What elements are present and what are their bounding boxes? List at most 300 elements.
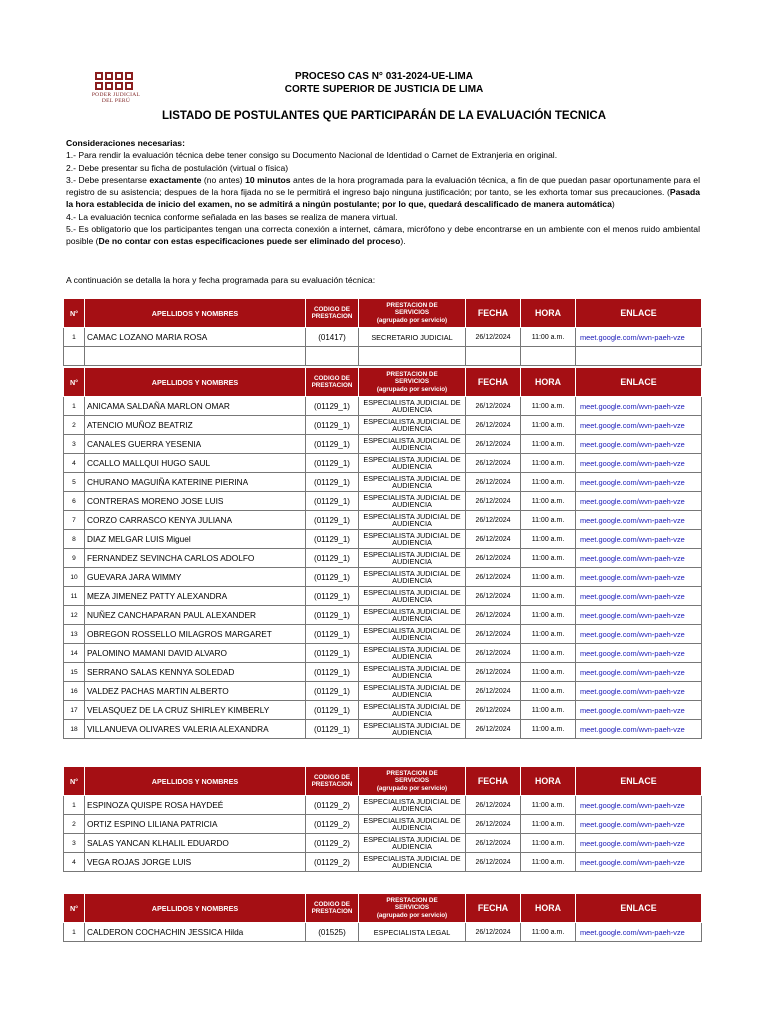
table-row <box>64 549 702 568</box>
postulant-name: VALDEZ PACHAS MARTIN ALBERTO <box>85 682 306 701</box>
service-code: (01129_2) <box>306 815 359 834</box>
service-name: ESPECIALISTA JUDICIAL DE AUDIENCIA <box>359 853 466 872</box>
service-name: ESPECIALISTA JUDICIAL DE AUDIENCIA <box>359 644 466 663</box>
service-name: ESPECIALISTA JUDICIAL DE AUDIENCIA <box>359 435 466 454</box>
row-number: 14 <box>64 644 85 663</box>
exam-date: 26/12/2024 <box>466 587 521 606</box>
service-code: (01129_2) <box>306 853 359 872</box>
col-header-num <box>64 299 85 328</box>
header-text: CODIGO DE <box>313 374 351 382</box>
table-row <box>64 853 702 872</box>
exam-time: 11:00 a.m. <box>521 815 576 834</box>
postulant-name: FERNANDEZ SEVINCHA CARLOS ADOLFO <box>85 549 306 568</box>
service-name: ESPECIALISTA JUDICIAL DE AUDIENCIA <box>359 587 466 606</box>
col-header-link <box>576 767 702 796</box>
col-header-num <box>64 894 85 923</box>
postulant-name: ANICAMA SALDAÑA MARLON OMAR <box>85 397 306 416</box>
consideration-item-3 <box>66 174 700 211</box>
header-text: PRESTACION DE <box>386 769 438 777</box>
exam-time: 11:00 a.m. <box>521 663 576 682</box>
exam-time: 11:00 a.m. <box>521 853 576 872</box>
exam-time: 11:00 a.m. <box>521 682 576 701</box>
service-name: ESPECIALISTA JUDICIAL DE AUDIENCIA <box>359 682 466 701</box>
header-text: PRESTACION DE <box>386 301 438 309</box>
exam-date: 26/12/2024 <box>466 834 521 853</box>
table-row <box>64 568 702 587</box>
service-code: (01129_1) <box>306 568 359 587</box>
exam-date: 26/12/2024 <box>466 606 521 625</box>
meeting-link[interactable]: meet.google.com/wvn-paeh-vze <box>576 473 702 492</box>
service-code: (01129_1) <box>306 473 359 492</box>
meeting-link[interactable]: meet.google.com/wvn-paeh-vze <box>576 701 702 720</box>
postulant-name: ATENCIO MUÑOZ BEATRIZ <box>85 416 306 435</box>
postulant-name: NUÑEZ CANCHAPARAN PAUL ALEXANDER <box>85 606 306 625</box>
service-code: (01129_2) <box>306 796 359 815</box>
header-text: N° <box>69 377 79 387</box>
text-bold: 10 minutos <box>245 174 291 185</box>
row-number: 11 <box>64 587 85 606</box>
postulant-name: ORTIZ ESPINO LILIANA PATRICIA <box>85 815 306 834</box>
table-row <box>64 416 702 435</box>
meeting-link[interactable]: meet.google.com/wvn-paeh-vze <box>576 435 702 454</box>
header-text: PRESTACION <box>311 313 353 320</box>
col-header-link <box>576 894 702 923</box>
postulants-table <box>63 298 702 366</box>
col-header-time <box>521 368 576 397</box>
service-code: (01129_1) <box>306 397 359 416</box>
header-text: N° <box>69 308 79 318</box>
row-number: 13 <box>64 625 85 644</box>
empty-cell <box>359 347 466 366</box>
table-row <box>64 492 702 511</box>
intro-text: A continuación se detalla la hora y fecha programada para su evaluación técnica: <box>66 275 376 285</box>
exam-date: 26/12/2024 <box>466 815 521 834</box>
postulant-name: VILLANUEVA OLIVARES VALERIA ALEXANDRA <box>85 720 306 739</box>
col-header-name <box>85 299 306 328</box>
row-number: 3 <box>64 435 85 454</box>
meeting-link[interactable]: meet.google.com/wvn-paeh-vze <box>576 682 702 701</box>
exam-time: 11:00 a.m. <box>521 923 576 942</box>
header-text: (agrupado por servicio) <box>376 385 448 393</box>
meeting-link[interactable]: meet.google.com/wvn-paeh-vze <box>576 644 702 663</box>
row-number: 8 <box>64 530 85 549</box>
row-number: 18 <box>64 720 85 739</box>
exam-time: 11:00 a.m. <box>521 549 576 568</box>
table-row <box>64 473 702 492</box>
service-code: (01129_1) <box>306 492 359 511</box>
meeting-link[interactable]: meet.google.com/wvn-paeh-vze <box>576 549 702 568</box>
meeting-link[interactable]: meet.google.com/wvn-paeh-vze <box>576 815 702 834</box>
meeting-link[interactable]: meet.google.com/wvn-paeh-vze <box>576 328 702 347</box>
table-row <box>64 435 702 454</box>
service-code: (01129_1) <box>306 530 359 549</box>
exam-time: 11:00 a.m. <box>521 834 576 853</box>
service-code: (01417) <box>306 328 359 347</box>
table-row <box>64 511 702 530</box>
table-row <box>64 328 702 347</box>
table-row <box>64 587 702 606</box>
service-name: ESPECIALISTA JUDICIAL DE AUDIENCIA <box>359 606 466 625</box>
postulant-name: CAMAC LOZANO MARIA ROSA <box>85 328 306 347</box>
document-header <box>0 70 768 96</box>
header-text: ENLACE <box>620 776 657 786</box>
exam-date: 26/12/2024 <box>466 682 521 701</box>
row-number: 6 <box>64 492 85 511</box>
table-row <box>64 644 702 663</box>
consideration-item-2: 2.- Debe presentar su ficha de postulación (virtual o física) <box>66 162 289 173</box>
col-header-time <box>521 299 576 328</box>
text: antes de la hora programada para la evaluación técnica, a fin de que puedan pasar oportunamente para el registro de su asistencia; despues de la hora fijada no se le permitirá el ingreso bajo ninguna justificación; por tanto, se les exhorta tomar sus precauciones. ( <box>66 174 700 198</box>
service-code: (01129_1) <box>306 682 359 701</box>
row-number: 5 <box>64 473 85 492</box>
table-header-row <box>64 767 702 796</box>
table-header-row <box>64 299 702 328</box>
header-text: FECHA <box>477 903 509 913</box>
meeting-link[interactable]: meet.google.com/wvn-paeh-vze <box>576 834 702 853</box>
meeting-link[interactable]: meet.google.com/wvn-paeh-vze <box>576 568 702 587</box>
header-text: SERVICIOS <box>394 309 430 317</box>
postulant-name: MEZA JIMENEZ PATTY ALEXANDRA <box>85 587 306 606</box>
meeting-link[interactable]: meet.google.com/wvn-paeh-vze <box>576 720 702 739</box>
exam-time: 11:00 a.m. <box>521 606 576 625</box>
meeting-link[interactable]: meet.google.com/wvn-paeh-vze <box>576 587 702 606</box>
col-header-num <box>64 767 85 796</box>
meeting-link[interactable]: meet.google.com/wvn-paeh-vze <box>576 796 702 815</box>
text-bold: Pasada la hora establecida de inicio del examen, no se admitirá a ningún postulante; por lo que, quedará descalificado de manera automática <box>66 187 700 210</box>
exam-date: 26/12/2024 <box>466 853 521 872</box>
col-header-time <box>521 767 576 796</box>
exam-date: 26/12/2024 <box>466 397 521 416</box>
consideration-item-4: 4.- La evaluación tecnica conforme señalada en las bases se realiza de manera virtual. <box>66 211 398 222</box>
exam-time: 11:00 a.m. <box>521 473 576 492</box>
postulants-table <box>63 766 702 872</box>
header-text: SERVICIOS <box>394 904 430 912</box>
meeting-link[interactable]: meet.google.com/wvn-paeh-vze <box>576 606 702 625</box>
postulant-name: CALDERON COCHACHIN JESSICA Hilda <box>85 923 306 942</box>
col-header-name <box>85 894 306 923</box>
service-code: (01129_1) <box>306 454 359 473</box>
exam-date: 26/12/2024 <box>466 328 521 347</box>
postulant-name: GUEVARA JARA WIMMY <box>85 568 306 587</box>
meeting-link[interactable]: meet.google.com/wvn-paeh-vze <box>576 511 702 530</box>
exam-time: 11:00 a.m. <box>521 720 576 739</box>
row-number: 4 <box>64 454 85 473</box>
postulant-name: CORZO CARRASCO KENYA JULIANA <box>85 511 306 530</box>
col-header-service <box>359 299 466 328</box>
header-text: PRESTACION DE <box>386 896 438 904</box>
header-text: CODIGO DE <box>313 305 351 313</box>
table-row <box>64 606 702 625</box>
postulant-name: CHURANO MAGUIÑA KATERINE PIERINA <box>85 473 306 492</box>
empty-cell <box>521 347 576 366</box>
header-text: N° <box>69 903 79 913</box>
service-code: (01129_2) <box>306 834 359 853</box>
header-text: HORA <box>535 903 561 913</box>
exam-date: 26/12/2024 <box>466 701 521 720</box>
service-code: (01129_1) <box>306 663 359 682</box>
text: 3.- Debe presentarse <box>66 174 150 185</box>
empty-row <box>64 347 702 366</box>
col-header-date <box>466 894 521 923</box>
table-row <box>64 625 702 644</box>
row-number: 12 <box>64 606 85 625</box>
exam-time: 11:00 a.m. <box>521 625 576 644</box>
service-name: ESPECIALISTA LEGAL <box>359 923 466 942</box>
header-text: N° <box>69 776 79 786</box>
service-code: (01129_1) <box>306 644 359 663</box>
row-number: 7 <box>64 511 85 530</box>
service-name: ESPECIALISTA JUDICIAL DE AUDIENCIA <box>359 511 466 530</box>
exam-date: 26/12/2024 <box>466 435 521 454</box>
header-text: ENLACE <box>620 903 657 913</box>
exam-time: 11:00 a.m. <box>521 701 576 720</box>
exam-date: 26/12/2024 <box>466 663 521 682</box>
service-name: ESPECIALISTA JUDICIAL DE AUDIENCIA <box>359 549 466 568</box>
row-number: 1 <box>64 796 85 815</box>
service-code: (01129_1) <box>306 435 359 454</box>
table-row <box>64 454 702 473</box>
col-header-service <box>359 894 466 923</box>
logo-subtext: DEL PERÚ <box>101 98 131 104</box>
row-number: 15 <box>64 663 85 682</box>
meeting-link[interactable]: meet.google.com/wvn-paeh-vze <box>576 416 702 435</box>
empty-cell <box>85 347 306 366</box>
exam-date: 26/12/2024 <box>466 549 521 568</box>
postulant-name: OBREGON ROSSELLO MILAGROS MARGARET <box>85 625 306 644</box>
postulant-name: PALOMINO MAMANI DAVID ALVARO <box>85 644 306 663</box>
table-row <box>64 796 702 815</box>
header-text: (agrupado por servicio) <box>376 316 448 324</box>
postulant-name: VELASQUEZ DE LA CRUZ SHIRLEY KIMBERLY <box>85 701 306 720</box>
postulant-name: CCALLO MALLQUI HUGO SAUL <box>85 454 306 473</box>
exam-time: 11:00 a.m. <box>521 435 576 454</box>
meeting-link[interactable]: meet.google.com/wvn-paeh-vze <box>576 663 702 682</box>
header-text: FECHA <box>477 776 509 786</box>
document-title: LISTADO DE POSTULANTES QUE PARTICIPARÁN DE LA EVALUACIÓN TECNICA <box>161 110 607 122</box>
meeting-link[interactable]: meet.google.com/wvn-paeh-vze <box>576 923 702 942</box>
row-number: 2 <box>64 416 85 435</box>
empty-cell <box>306 347 359 366</box>
exam-date: 26/12/2024 <box>466 530 521 549</box>
header-text: APELLIDOS Y NOMBRES <box>151 308 239 318</box>
service-name: ESPECIALISTA JUDICIAL DE AUDIENCIA <box>359 815 466 834</box>
header-text: SERVICIOS <box>394 378 430 386</box>
postulant-name: CONTRERAS MORENO JOSE LUIS <box>85 492 306 511</box>
table-row <box>64 923 702 942</box>
header-text: FECHA <box>477 377 509 387</box>
table-row <box>64 720 702 739</box>
col-header-code <box>306 767 359 796</box>
exam-date: 26/12/2024 <box>466 720 521 739</box>
empty-cell <box>576 347 702 366</box>
table-row <box>64 815 702 834</box>
col-header-date <box>466 299 521 328</box>
exam-date: 26/12/2024 <box>466 644 521 663</box>
col-header-name <box>85 368 306 397</box>
table-row <box>64 682 702 701</box>
considerations-title: Consideraciones necesarias: <box>66 138 185 148</box>
text: 5.- Es obligatorio que los participantes tengan una correcta conexión a internet, cámara, micrófono y debe encontrarse en un ambiente con el menos ruido ambiental posible ( <box>66 224 700 247</box>
text: (no antes) <box>201 174 246 185</box>
exam-time: 11:00 a.m. <box>521 416 576 435</box>
meeting-link[interactable]: meet.google.com/wvn-paeh-vze <box>576 492 702 511</box>
postulant-name: ESPINOZA QUISPE ROSA HAYDEÉ <box>85 796 306 815</box>
col-header-code <box>306 894 359 923</box>
service-code: (01129_1) <box>306 511 359 530</box>
text: ). <box>400 236 406 247</box>
exam-date: 26/12/2024 <box>466 416 521 435</box>
header-text: APELLIDOS Y NOMBRES <box>151 776 239 786</box>
exam-date: 26/12/2024 <box>466 923 521 942</box>
service-name: ESPECIALISTA JUDICIAL DE AUDIENCIA <box>359 530 466 549</box>
service-name: ESPECIALISTA JUDICIAL DE AUDIENCIA <box>359 397 466 416</box>
meeting-link[interactable]: meet.google.com/wvn-paeh-vze <box>576 454 702 473</box>
service-name: ESPECIALISTA JUDICIAL DE AUDIENCIA <box>359 568 466 587</box>
service-name: ESPECIALISTA JUDICIAL DE AUDIENCIA <box>359 473 466 492</box>
row-number: 1 <box>64 328 85 347</box>
service-name: ESPECIALISTA JUDICIAL DE AUDIENCIA <box>359 834 466 853</box>
header-text: APELLIDOS Y NOMBRES <box>151 903 239 913</box>
considerations-block <box>66 137 700 248</box>
text-bold: exactamente <box>149 174 202 185</box>
col-header-service <box>359 767 466 796</box>
empty-cell <box>64 347 85 366</box>
table-row <box>64 663 702 682</box>
service-name: ESPECIALISTA JUDICIAL DE AUDIENCIA <box>359 663 466 682</box>
text: ) <box>611 199 615 210</box>
court-name: CORTE SUPERIOR DE JUSTICIA DE LIMA <box>284 84 484 95</box>
exam-date: 26/12/2024 <box>466 473 521 492</box>
meeting-link[interactable]: meet.google.com/wvn-paeh-vze <box>576 397 702 416</box>
exam-time: 11:00 a.m. <box>521 328 576 347</box>
service-name: ESPECIALISTA JUDICIAL DE AUDIENCIA <box>359 416 466 435</box>
postulant-name: SERRANO SALAS KENNYA SOLEDAD <box>85 663 306 682</box>
table-row <box>64 701 702 720</box>
consideration-item-5 <box>66 223 700 248</box>
col-header-date <box>466 767 521 796</box>
header-text: HORA <box>535 776 561 786</box>
header-text: ENLACE <box>620 308 657 318</box>
header-text: PRESTACION <box>311 908 353 915</box>
service-code: (01129_1) <box>306 606 359 625</box>
table-header-row <box>64 894 702 923</box>
exam-date: 26/12/2024 <box>466 454 521 473</box>
row-number: 4 <box>64 853 85 872</box>
exam-time: 11:00 a.m. <box>521 530 576 549</box>
exam-time: 11:00 a.m. <box>521 644 576 663</box>
table-row <box>64 530 702 549</box>
row-number: 2 <box>64 815 85 834</box>
logo-text: PODER JUDICIAL <box>91 92 141 98</box>
meeting-link[interactable]: meet.google.com/wvn-paeh-vze <box>576 625 702 644</box>
exam-time: 11:00 a.m. <box>521 397 576 416</box>
process-number: PROCESO CAS N° 031-2024-UE-LIMA <box>295 71 473 82</box>
col-header-code <box>306 368 359 397</box>
row-number: 16 <box>64 682 85 701</box>
header-text: APELLIDOS Y NOMBRES <box>151 377 239 387</box>
exam-time: 11:00 a.m. <box>521 454 576 473</box>
exam-date: 26/12/2024 <box>466 492 521 511</box>
empty-cell <box>466 347 521 366</box>
postulant-name: CANALES GUERRA YESENIA <box>85 435 306 454</box>
service-code: (01129_1) <box>306 720 359 739</box>
consideration-item-1: 1.- Para rendir la evaluación técnica debe tener consigo su Documento Nacional de Identidad o Carnet de Extranjeria en original. <box>66 150 558 161</box>
service-code: (01129_1) <box>306 701 359 720</box>
row-number: 17 <box>64 701 85 720</box>
postulants-table <box>63 367 702 739</box>
table-row <box>64 397 702 416</box>
exam-time: 11:00 a.m. <box>521 511 576 530</box>
col-header-code <box>306 299 359 328</box>
header-text: FECHA <box>477 308 509 318</box>
exam-date: 26/12/2024 <box>466 625 521 644</box>
service-code: (01129_1) <box>306 549 359 568</box>
header-text: CODIGO DE <box>313 900 351 908</box>
exam-time: 11:00 a.m. <box>521 492 576 511</box>
service-name: SECRETARIO JUDICIAL <box>359 328 466 347</box>
service-name: ESPECIALISTA JUDICIAL DE AUDIENCIA <box>359 454 466 473</box>
row-number: 10 <box>64 568 85 587</box>
postulant-name: DIAZ MELGAR LUIS Miguel <box>85 530 306 549</box>
header-text: HORA <box>535 308 561 318</box>
text-bold: De no contar con estas especificaciones puede ser eliminado del proceso <box>98 236 401 247</box>
row-number: 1 <box>64 923 85 942</box>
service-name: ESPECIALISTA JUDICIAL DE AUDIENCIA <box>359 625 466 644</box>
header-text: PRESTACION <box>311 781 353 788</box>
exam-date: 26/12/2024 <box>466 511 521 530</box>
exam-time: 11:00 a.m. <box>521 796 576 815</box>
service-code: (01129_1) <box>306 416 359 435</box>
row-number: 1 <box>64 397 85 416</box>
service-name: ESPECIALISTA JUDICIAL DE AUDIENCIA <box>359 701 466 720</box>
col-header-name <box>85 767 306 796</box>
exam-time: 11:00 a.m. <box>521 587 576 606</box>
service-name: ESPECIALISTA JUDICIAL DE AUDIENCIA <box>359 796 466 815</box>
table-row <box>64 834 702 853</box>
row-number: 3 <box>64 834 85 853</box>
header-text: (agrupado por servicio) <box>376 911 448 919</box>
postulant-name: VEGA ROJAS JORGE LUIS <box>85 853 306 872</box>
postulants-table <box>63 893 702 942</box>
header-text: PRESTACION <box>311 382 353 389</box>
table-header-row <box>64 368 702 397</box>
service-name: ESPECIALISTA JUDICIAL DE AUDIENCIA <box>359 492 466 511</box>
meeting-link[interactable]: meet.google.com/wvn-paeh-vze <box>576 530 702 549</box>
exam-date: 26/12/2024 <box>466 568 521 587</box>
col-header-service <box>359 368 466 397</box>
service-name: ESPECIALISTA JUDICIAL DE AUDIENCIA <box>359 720 466 739</box>
meeting-link[interactable]: meet.google.com/wvn-paeh-vze <box>576 853 702 872</box>
col-header-time <box>521 894 576 923</box>
header-text: PRESTACION DE <box>386 370 438 378</box>
exam-date: 26/12/2024 <box>466 796 521 815</box>
service-code: (01129_1) <box>306 625 359 644</box>
row-number: 9 <box>64 549 85 568</box>
col-header-num <box>64 368 85 397</box>
header-text: ENLACE <box>620 377 657 387</box>
service-code: (01129_1) <box>306 587 359 606</box>
postulant-name: SALAS YANCAN KLHALIL EDUARDO <box>85 834 306 853</box>
header-text: SERVICIOS <box>394 777 430 785</box>
exam-time: 11:00 a.m. <box>521 568 576 587</box>
header-text: (agrupado por servicio) <box>376 784 448 792</box>
header-text: CODIGO DE <box>313 773 351 781</box>
header-text: HORA <box>535 377 561 387</box>
col-header-link <box>576 368 702 397</box>
service-code: (01525) <box>306 923 359 942</box>
col-header-date <box>466 368 521 397</box>
col-header-link <box>576 299 702 328</box>
